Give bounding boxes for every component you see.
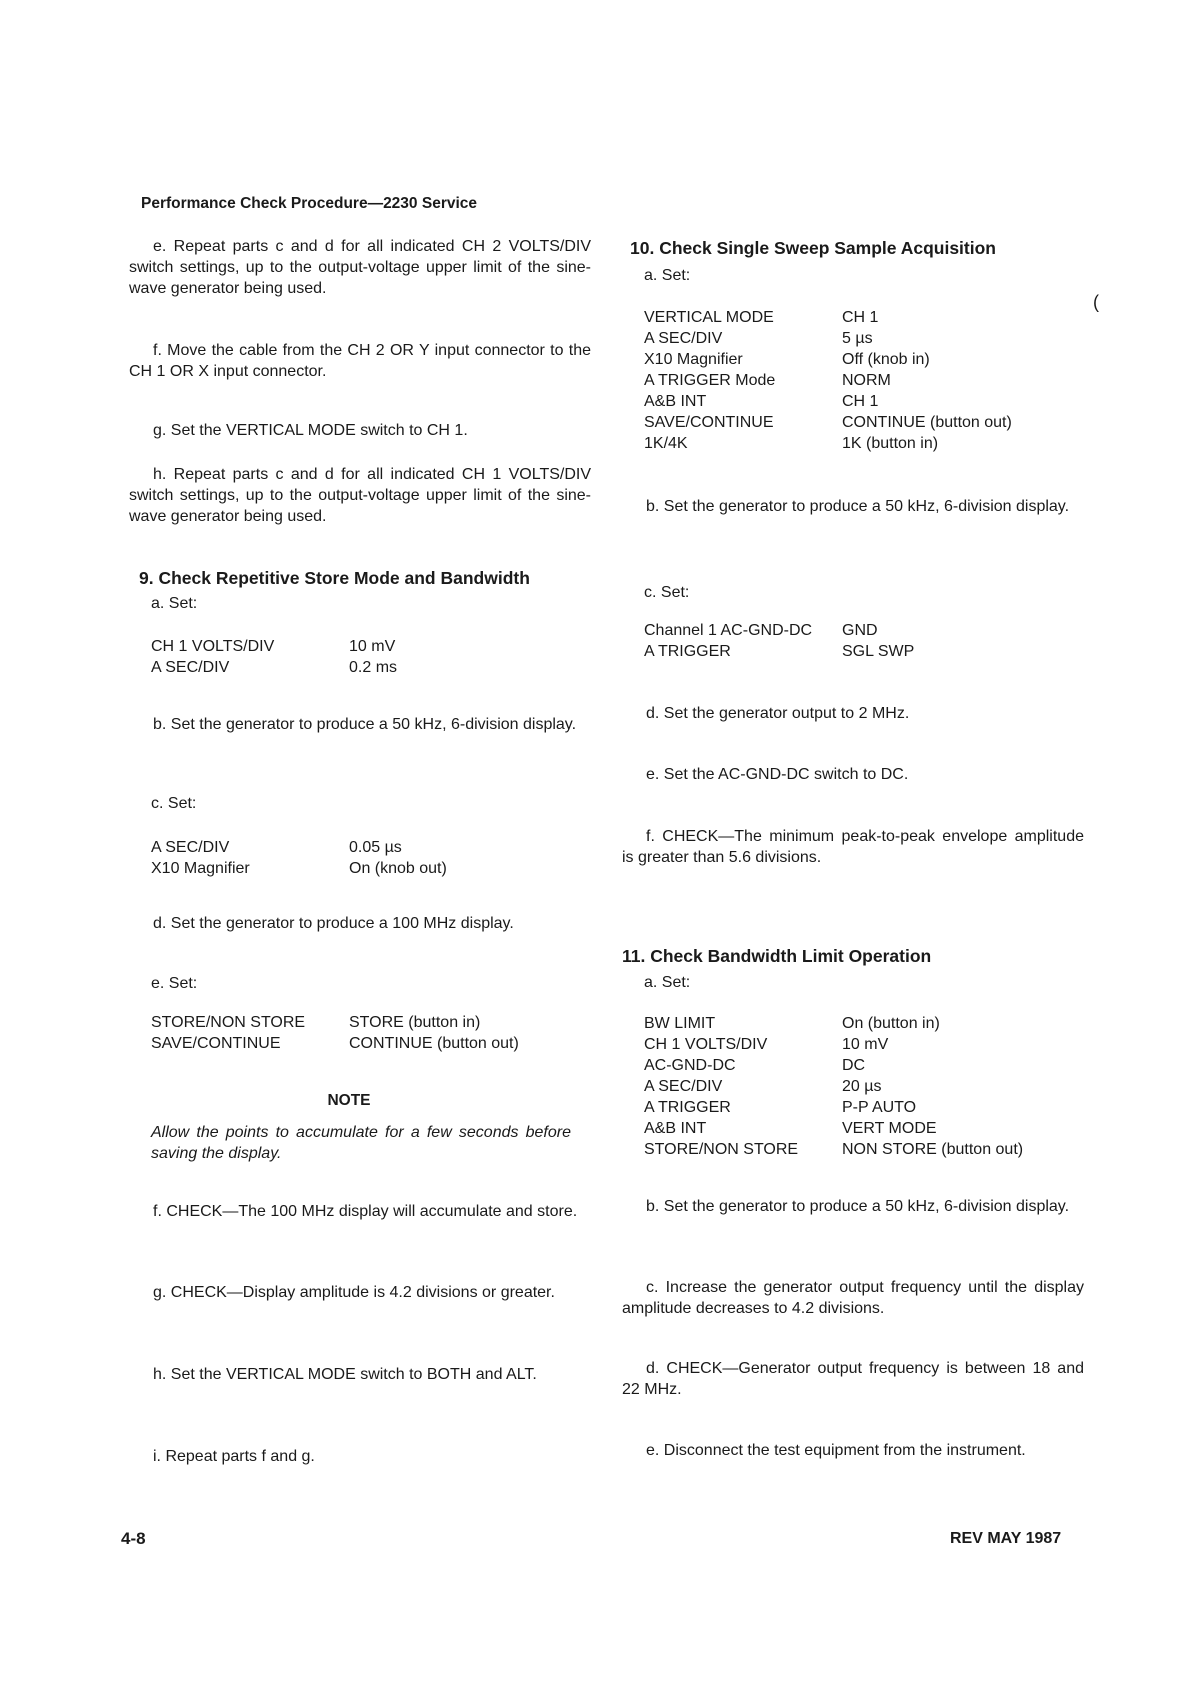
step-g-vertical-mode: g. Set the VERTICAL MODE switch to CH 1. [153, 422, 468, 439]
page-number: 4-8 [121, 1529, 146, 1548]
section-9-a-label: a. Set: [151, 595, 198, 612]
margin-mark: ( [1093, 292, 1099, 312]
setting-row: BW LIMIT On (button in) [644, 1015, 940, 1032]
setting-row: A&B INT CH 1 [644, 393, 879, 410]
note-body: Allow the points to accumulate for a few seconds before saving the display. [151, 1124, 571, 1162]
section-9-e-settings [129, 1012, 591, 1054]
section-9-step-g: g. CHECK—Display amplitude is 4.2 divisions or greater. [153, 1284, 555, 1301]
section-10-step-f: f. CHECK—The minimum peak-to-peak envelope amplitude is greater than 5.6 divisions. [622, 828, 1084, 866]
setting-row: A SEC/DIV 5 µs [644, 330, 873, 347]
section-9-step-b: b. Set the generator to produce a 50 kHz, 6-division display. [153, 716, 577, 733]
setting-row: STORE/NON STORE NON STORE (button out) [644, 1141, 1024, 1158]
section-11-step-b: b. Set the generator to produce a 50 kHz, 6-division display. [646, 1198, 1070, 1215]
setting-row: SAVE/CONTINUE CONTINUE (button out) [644, 414, 1012, 431]
setting-row: STORE/NON STORE STORE (button in) [151, 1014, 481, 1031]
step-e-repeat-ch2: e. Repeat parts c and d for all indicated CH 2 VOLTS/DIV switch settings, up to the output-voltage upper limit of the sine-wave generator being used. [129, 238, 591, 297]
section-11-step-d: d. CHECK—Generator output frequency is between 18 and 22 MHz. [622, 1360, 1084, 1398]
setting-row: VERTICAL MODE CH 1 [644, 309, 879, 326]
section-9-e-label: e. Set: [151, 975, 198, 992]
note-title: NOTE [327, 1092, 371, 1109]
section-10-step-e: e. Set the AC-GND-DC switch to DC. [646, 766, 909, 783]
section-9-c-label: c. Set: [151, 795, 197, 812]
setting-row: SAVE/CONTINUE CONTINUE (button out) [151, 1035, 519, 1052]
setting-row: AC-GND-DC DC [644, 1057, 866, 1074]
section-10-step-b: b. Set the generator to produce a 50 kHz, 6-division display. [646, 498, 1070, 515]
setting-row: A SEC/DIV 20 µs [644, 1078, 882, 1095]
section-9-c-settings [129, 837, 591, 879]
section-9-step-f: f. CHECK—The 100 MHz display will accumulate and store. [153, 1203, 578, 1220]
section-9-title: 9. Check Repetitive Store Mode and Bandwidth [139, 568, 530, 588]
section-9-a-settings [129, 636, 591, 678]
setting-row: A TRIGGER SGL SWP [644, 643, 915, 660]
step-f-move-cable: f. Move the cable from the CH 2 OR Y input connector to the CH 1 OR X input connector. [129, 342, 591, 380]
setting-row: A TRIGGER Mode NORM [644, 372, 891, 389]
setting-row: X10 Magnifier Off (knob in) [644, 351, 930, 368]
step-h-repeat-ch1: h. Repeat parts c and d for all indicated CH 1 VOLTS/DIV switch settings, up to the output-voltage upper limit of the sine-wave generator being used. [129, 466, 591, 525]
section-11-a-label: a. Set: [644, 974, 691, 991]
section-10-a-label: a. Set: [644, 267, 691, 284]
section-11-step-c: c. Increase the generator output frequency until the display amplitude decreases to 4.2 divisions. [622, 1279, 1084, 1317]
section-10-a-settings [622, 307, 1084, 454]
setting-row: CH 1 VOLTS/DIV 10 mV [151, 638, 396, 655]
setting-row: X10 Magnifier On (knob out) [151, 860, 447, 877]
setting-row: A&B INT VERT MODE [644, 1120, 937, 1137]
section-9-step-h: h. Set the VERTICAL MODE switch to BOTH and ALT. [153, 1366, 537, 1383]
section-9-step-d: d. Set the generator to produce a 100 MHz display. [153, 915, 514, 932]
section-9-step-i: i. Repeat parts f and g. [153, 1448, 315, 1465]
setting-row: 1K/4K 1K (button in) [644, 435, 939, 452]
section-11-title: 11. Check Bandwidth Limit Operation [622, 946, 932, 966]
section-10-c-label: c. Set: [644, 584, 690, 601]
page-header: Performance Check Procedure—2230 Service [141, 195, 478, 212]
setting-row: A SEC/DIV 0.05 µs [151, 839, 402, 856]
section-10-c-settings [622, 620, 1084, 662]
revision-date: REV MAY 1987 [950, 1530, 1062, 1547]
setting-row: A TRIGGER P-P AUTO [644, 1099, 917, 1116]
setting-row: Channel 1 AC-GND-DC GND [644, 622, 878, 639]
section-11-a-settings [622, 1013, 1084, 1160]
setting-row: CH 1 VOLTS/DIV 10 mV [644, 1036, 889, 1053]
section-10-step-d: d. Set the generator output to 2 MHz. [646, 705, 910, 722]
section-11-step-e: e. Disconnect the test equipment from the instrument. [646, 1442, 1026, 1459]
setting-row: A SEC/DIV 0.2 ms [151, 659, 398, 676]
section-10-title: 10. Check Single Sweep Sample Acquisition [630, 238, 996, 258]
